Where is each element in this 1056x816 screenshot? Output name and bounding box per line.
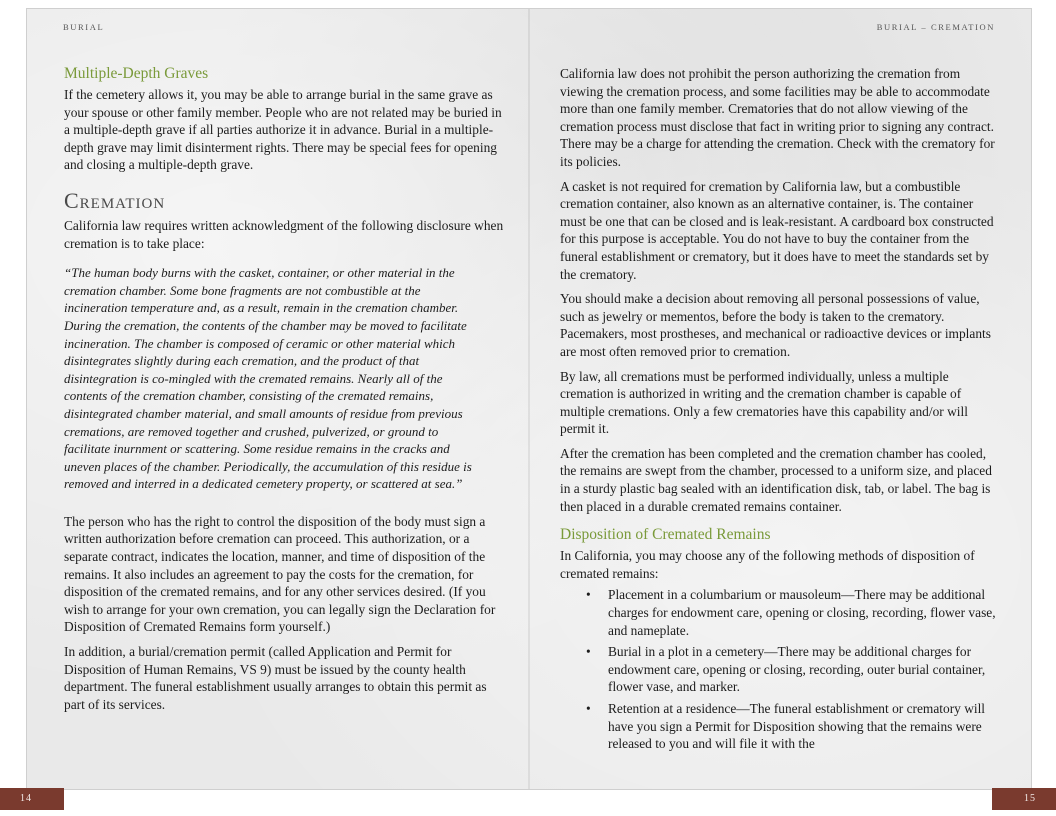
paragraph: By law, all cremations must be performed individually, unless a multiple cremation is authorized in writing and the cremation chamber is capable of multiple cremations. Only a few crematories have this capability and/or will permit it. xyxy=(560,368,968,437)
paragraph: The person who has the right to control the disposition of the body must sign a written authorization before cremation can proceed. This authorization, or a separate contract, indicates the location, manner, and time of disposition of the remains. It also includes an agreement to pay the costs for the cremation, for disposition of the cremated remains, and for any other services desired. (If you wish to arrange for your own cremation, you can legally sign the Declaration for Disposition of Cremated Remains form yourself.) xyxy=(64,513,496,635)
paragraph: If the cemetery allows it, you may be able to arrange burial in the same grave as your spouse or other family member. People who are not related may be buried in a multiple-depth grave if all parties authorize it in advance. Burial in a multiple-depth grave may limit disinterment rights. There may be special fees for opening and closing a multiple-depth grave. xyxy=(64,87,502,173)
paragraph: California law does not prohibit the person authorizing the cremation from viewing the cremation process, and some facilities may be able to accommodate more than one family member. Crematories that do not allow viewing of the cremation process must disclose that fact in writing prior to signing any contract. There may be a charge for attending the cremation. Check with the crematory for its policies. xyxy=(560,66,995,169)
running-head-left: BURIAL xyxy=(63,22,105,32)
list-item xyxy=(586,700,998,753)
book-spread xyxy=(26,8,1032,790)
running-head-right: BURIAL – CREMATION xyxy=(876,22,995,32)
subhead-disposition: Disposition of Cremated Remains xyxy=(560,526,771,544)
paragraph: California law requires written acknowledgment of the following disclosure when cremation is to take place: xyxy=(64,217,504,251)
paragraph: In California, you may choose any of the following methods of disposition of cremated remains: xyxy=(560,548,975,581)
list-item-text: Burial in a plot in a cemetery—There may be additional charges for endowment care, opening or closing, recording, outer burial container, flower vase, and marker. xyxy=(608,644,986,695)
page-number-left: 14 xyxy=(0,788,64,810)
right-page-column xyxy=(560,65,998,757)
list-item xyxy=(586,643,998,696)
list-item-text: Placement in a columbarium or mausoleum—There may be additional charges for endowment care, opening or closing, recording, flower vase, and nameplate. xyxy=(608,587,996,638)
left-page-column xyxy=(64,64,504,720)
subhead-multiple-depth-graves: Multiple-Depth Graves xyxy=(64,65,209,82)
bullet-icon: • xyxy=(586,644,591,660)
bullet-icon: • xyxy=(586,701,591,716)
section-title-cremation: Cremation xyxy=(64,187,166,213)
disclosure-quote: “The human body burns with the casket, container, or other material in the cremation chamber. Some bone fragments are not combustible at the incineration temperature and, as a result, remain in the cremation chamber. During the cremation, the contents of the chamber may be moved to facilitate incineration. The chamber is composed of ceramic or other material which disintegrates slightly during each cremation, and the product of that disintegration is co-mingled with the cremated remains. Nearly all of the contents of the cremation chamber, consisting of the cremated remains, disintegrated chamber material, and small amounts of residue from previous cremations, are removed together and crushed, pulverized, or ground to facilitate inurnment or scattering. Some residue remains in the cracks and uneven places of the chamber. Periodically, the accumulation of this residue is removed and interred in a dedicated cemetery property, or scattered at sea.” xyxy=(64,265,472,492)
list-item-text: Retention at a residence—The funeral establishment or crematory will have you sign a Permit for Disposition showing that the remains were released to you and will file it with the xyxy=(608,701,986,752)
page-number-right: 15 xyxy=(992,788,1056,810)
paragraph: You should make a decision about removing all personal possessions of value, such as jewelry or mementos, before the body is taken to the crematory. Pacemakers, most prostheses, and mechanical or radioactive devices or implants are most often removed prior to cremation. xyxy=(560,291,991,359)
paragraph: A casket is not required for cremation by California law, but a combustible cremation container, also known as an alternative container, is. The container must be one that can be closed and is leak-resistant. A cardboard box constructed for this purpose is acceptable. You do not have to buy the container from the funeral establishment or crematory, but it does have to meet the standards set by the crematory. xyxy=(560,178,994,282)
page-gutter xyxy=(528,9,530,789)
disposition-list xyxy=(560,586,998,752)
list-item xyxy=(586,586,998,639)
paragraph: In addition, a burial/cremation permit (called Application and Permit for Disposition of Human Remains, VS 9) must be issued by the county health department. The funeral establishment usually arranges to obtain this permit as part of its services. xyxy=(64,644,487,712)
paragraph: After the cremation has been completed and the cremation chamber has cooled, the remains are swept from the chamber, processed to a uniform size, and placed in a sturdy plastic bag sealed with an identification disk, tab, or label. The bag is then placed in a durable cremated remains container. xyxy=(560,445,992,514)
bullet-icon: • xyxy=(586,587,591,603)
